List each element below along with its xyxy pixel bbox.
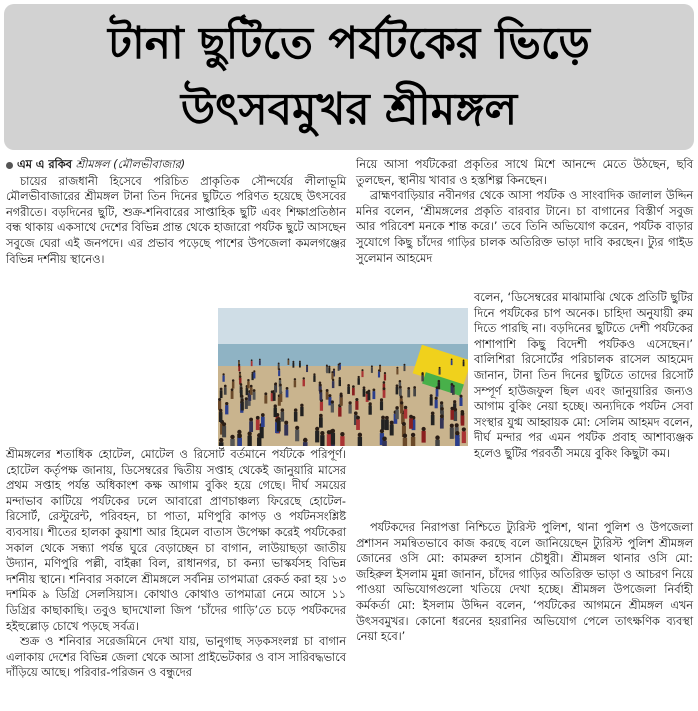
crowd-person-head <box>422 427 426 431</box>
crowd-person-head <box>279 384 282 387</box>
crowd-person-head <box>328 394 331 397</box>
crowd-person-head <box>238 364 240 366</box>
crowd-person <box>273 393 276 401</box>
article-paragraph: শ্রীমঙ্গলের শতাধিক হোটেল, মোটেল ও রিসোর্ট বর্তমানে পর্যটকে পরিপূর্ণ। হোটেল কর্তৃপক্ষ জানায়, ডিসেম্বরের দ্বিতীয় সপ্তাহ থেকেই জানুয়ারি মাসের প্রথম সপ্তাহ পর্যন্ত অধিকাংশ কক্ষ আগাম বুকিং হয়ে গেছে। দীর্ঘ সময়ের মন্দাভাব কাটিয়ে পর্যটকের ঢলে আবারো প্রাণচাঞ্চল্য ফিরেছে হোটেল-রিসোর্ট, রেস্টুরেন্ট, পরিবহন, চা পাতা, মণিপুরি কাপড় ও পর্যটনসংশ্লিষ্ট ব্যবসায়। শীতের হালকা কুয়াশা আর হিমেল বাতাস উপেক্ষা করেই পর্যটকেরা সকাল থেকে সন্ধ্যা পর্যন্ত ঘুরে বেড়াচ্ছেন চা বাগান, লাউয়াছড়া জাতীয় উদ্যান, মণিপুরি পল্লী, বাইক্কা বিল, রাধানগর, চা কন্যা ভাস্কর্যসহ বিভিন্ন দর্শনীয় স্থানে। শনিবার সকালে শ্রীমঙ্গলে সর্বনিম্ন তাপমাত্রা রেকর্ড করা হয় ১৩ দশমিক ৯ ডিগ্রি সেলসিয়াস। কোথাও কোথাও তাপমাত্রা নেমে আসে ১১ ডিগ্রির কাছাকাছি। তবুও ছাদখোলা জিপ ‘চাঁদের গাড়ি’তে চড়ে পর্যটকদের হইহুল্লোড় চোখে পড়ছে সর্বত্র। <box>6 448 346 633</box>
byline-author: এম এ রকিব <box>17 158 72 171</box>
crowd-person-head <box>396 367 398 369</box>
crowd-person <box>246 388 249 396</box>
crowd-person <box>256 419 260 430</box>
crowd-person-head <box>399 380 402 383</box>
crowd-person-head <box>224 385 227 388</box>
photo-illustration <box>218 308 468 446</box>
crowd-person-head <box>413 386 416 389</box>
crowd-person-head <box>450 424 454 428</box>
crowd-person <box>247 381 249 388</box>
crowd-person <box>451 360 453 365</box>
crowd-person <box>294 412 298 422</box>
crowd-person-head <box>286 387 289 390</box>
crowd-person <box>250 387 253 395</box>
crowd-person-head <box>455 431 459 435</box>
crowd-person-head <box>361 369 363 371</box>
article-paragraph: নিয়ে আসা পর্যটকেরা প্রকৃতির সাথে মিশে আনন্দে মেতে উঠছেন, ছবি তুলছেন, স্থানীয় খাবার ও হস্তশিল্প কিনছেন। <box>356 158 693 187</box>
crowd-person-head <box>306 365 308 367</box>
crowd-person <box>462 431 466 443</box>
crowd-person-head <box>440 415 444 419</box>
crowd-person <box>436 389 439 397</box>
crowd-person-head <box>462 427 466 431</box>
article-paragraph: শুক্র ও শনিবার সরেজমিনে দেখা যায়, ভানুগাছ সড়কসংলগ্ন চা বাগান এলাকায় দেশের বিভিন্ন জেলা থেকে আসা প্রাইভেটকার ও বাস সারিবদ্ধভাবে দাঁড়িয়ে আছে। পরিবার-পরিজন ও বন্ধুদের <box>6 635 346 680</box>
crowd-person <box>218 401 221 410</box>
crowd-person-head <box>261 413 265 417</box>
crowd-person <box>368 405 371 414</box>
crowd-person-head <box>404 406 407 409</box>
crowd-person-head <box>455 423 459 427</box>
crowd-person-head <box>295 426 299 430</box>
article-paragraph: চায়ের রাজধানী হিসেবে পরিচিত প্রাকৃতিক সৌন্দর্যের লীলাভূমি মৌলভীবাজারের শ্রীমঙ্গল টানা তিন দিনের ছুটিতে পরিণত হয়েছে উৎসবের নগরীতে। বড়দিনের ছুটি, শুক্র-শনিবারের সাপ্তাহিক ছুটি এবং শিক্ষাপ্রতিষ্ঠান বন্ধ থাকায় একসাথে দেশের বিভিন্ন প্রান্ত থেকে হাজারো পর্যটক ছুটে আসছেন সবুজে ঘেরা এই জনপদে। এর প্রভাব পড়েছে পাশের উপজেলা কমলগঞ্জের বিভিন্ন দর্শনীয় স্থানেও। <box>6 174 346 266</box>
crowd-person-head <box>363 386 366 389</box>
crowd-person-head <box>451 358 453 360</box>
crowd-person-head <box>383 387 386 390</box>
crowd-person <box>241 402 244 411</box>
crowd-person-head <box>368 402 371 405</box>
crowd-person-head <box>274 404 277 407</box>
crowd-person-head <box>239 372 241 374</box>
headline-line-1: টানা ছুটিতে পর্যটকের ভিড়ে <box>108 18 590 69</box>
crowd-person-head <box>274 383 277 386</box>
crowd-person <box>286 390 289 398</box>
crowd-person-head <box>247 379 249 381</box>
crowd-person-head <box>439 367 441 369</box>
crowd-person <box>358 437 362 446</box>
article-column-right-middle <box>474 290 693 462</box>
crowd-person <box>277 421 281 432</box>
crowd-person <box>326 366 328 372</box>
crowd-person <box>355 401 358 410</box>
crowd-person <box>450 410 453 420</box>
crowd-person <box>232 382 234 389</box>
crowd-person-head <box>379 365 381 367</box>
crowd-person-head <box>331 400 334 403</box>
crowd-person-head <box>250 385 253 388</box>
crowd-person-head <box>340 432 344 436</box>
crowd-person <box>409 418 413 429</box>
crowd-person <box>326 392 329 400</box>
crowd-person-head <box>358 376 360 378</box>
crowd-person <box>331 403 334 412</box>
crowd-person <box>238 366 240 372</box>
article-column-right-top <box>356 157 693 266</box>
crowd-person <box>382 441 387 446</box>
crowd-person <box>378 371 380 377</box>
crowd-person-head <box>396 384 399 387</box>
article-paragraph: পর্যটকদের নিরাপত্তা নিশ্চিতে ট্যুরিস্ট পুলিশ, থানা পুলিশ ও উপজেলা প্রশাসন সমন্বিতভাবে কাজ করছে বলে জানিয়েছেন ট্যুরিস্ট পুলিশ শ্রীমঙ্গল জোনের ওসি মো: কামরুল হাসান চৌধুরী। শ্রীমঙ্গল থানার ওসি মো: জহিরুল ইসলাম মুন্না জানান, চাঁদের গাড়ির অতিরিক্ত ভাড়া ও আচরণ নিয়ে পাওয়া অভিযোগগুলো খতিয়ে দেখা হচ্ছে। শ্রীমঙ্গল উপজেলা নির্বাহী কর্মকর্তা মো: ইসলাম উদ্দিন বলেন, ‘পর্যটকের আগমনে শ্রীমঙ্গল এখন উৎসবমুখর। কোনো ধরনের হয়রানির অভিযোগ পেলে তাৎক্ষণিক ব্যবস্থা নেয়া হবে।’ <box>356 521 693 644</box>
crowd-person <box>390 424 394 435</box>
crowd-person <box>339 379 341 386</box>
crowd-person-head <box>463 360 465 362</box>
crowd-person <box>319 417 323 427</box>
crowd-person-head <box>299 361 301 363</box>
crowd-person <box>303 442 308 446</box>
crowd-person <box>249 421 253 432</box>
crowd-person <box>454 411 458 421</box>
crowd-person <box>331 433 335 445</box>
crowd-person <box>340 436 344 446</box>
crowd-person <box>358 378 360 385</box>
crowd-person <box>224 387 227 395</box>
crowd-person-head <box>222 373 224 375</box>
crowd-person-head <box>240 383 243 386</box>
crowd-person-head <box>247 431 251 435</box>
crowd-person-head <box>320 431 324 435</box>
crowd-person <box>338 407 341 416</box>
crowd-person-head <box>333 369 335 371</box>
crowd-person <box>380 401 383 410</box>
crowd-person <box>251 361 253 366</box>
crowd-person-head <box>451 383 454 386</box>
crowd-person-head <box>230 435 234 439</box>
crowd-person-head <box>399 386 402 389</box>
crowd-person-head <box>232 379 234 381</box>
crowd-person-head <box>381 416 385 420</box>
crowd-person <box>331 373 333 379</box>
crowd-person <box>440 418 444 429</box>
crowd-person <box>315 431 319 443</box>
crowd-person-head <box>400 395 403 398</box>
crowd-person-head <box>354 411 358 415</box>
crowd-person <box>288 360 290 365</box>
crowd-person-head <box>380 398 383 401</box>
crowd-person-head <box>390 421 394 425</box>
crowd-person <box>413 389 416 397</box>
crowd-person <box>320 402 323 411</box>
crowd-person-head <box>402 422 406 426</box>
crowd-person-head <box>348 401 351 404</box>
crowd-person-head <box>403 434 407 438</box>
crowd-person <box>459 397 462 406</box>
crowd-person-head <box>315 427 319 431</box>
crowd-person-head <box>453 400 456 403</box>
crowd-person-head <box>430 394 433 397</box>
bullet-icon <box>6 162 13 169</box>
crowd-person-head <box>292 361 294 363</box>
crowd-person <box>319 392 322 400</box>
crowd-person-head <box>240 387 243 390</box>
crowd-person <box>245 400 248 409</box>
crowd-person-head <box>239 375 241 377</box>
crowd-person-head <box>240 395 243 398</box>
crowd-person-head <box>238 434 242 438</box>
crowd-person-head <box>378 369 380 371</box>
crowd-person <box>279 394 282 402</box>
crowd-person <box>348 404 351 413</box>
crowd-person-head <box>294 408 298 412</box>
beach-crowd-photo <box>218 308 468 446</box>
crowd-person-head <box>313 373 315 375</box>
crowd-person <box>320 435 324 446</box>
crowd-person-head <box>231 388 234 391</box>
crowd-person <box>400 404 403 413</box>
crowd-person <box>407 390 410 398</box>
crowd-person-head <box>355 398 358 401</box>
crowd-person-head <box>319 414 323 418</box>
crowd-person-head <box>284 421 288 425</box>
crowd-person-head <box>225 402 228 405</box>
crowd-person-head <box>279 378 281 380</box>
crowd-person-head <box>326 389 329 392</box>
crowd-person-head <box>278 368 280 370</box>
crowd-person-head <box>326 364 328 366</box>
crowd-person-head <box>436 386 439 389</box>
crowd-person <box>295 430 299 442</box>
crowd-person <box>361 371 363 377</box>
crowd-person <box>253 392 256 400</box>
crowd-person-head <box>459 395 462 398</box>
crowd-person-head <box>303 438 308 443</box>
article-paragraph: ব্রাহ্মণবাড়িয়ার নবীনগর থেকে আসা পর্যটক ও সাংবাদিক জালাল উদ্দিন মনির বলেন, ‘শ্রীমঙ্গলের প্রকৃতি বারবার টানে। চা বাগানের বিস্তীর্ণ সবুজ আর পরিবেশ মনকে শান্ত করে।’ তবে তিনি অভিযোগ করেন, পর্যটক বাড়ার সুযোগে কিছু চাঁদের গাড়ির চালক অতিরিক্ত ভাড়া দাবি করছেন। ট্যুর গাইড সুলেমান আহমেদ <box>356 189 693 265</box>
crowd-person-head <box>352 385 355 388</box>
crowd-person-head <box>331 371 333 373</box>
byline <box>6 157 346 173</box>
crowd-person <box>399 388 402 396</box>
crowd-person <box>450 427 454 438</box>
crowd-person <box>313 375 315 381</box>
crowd-person <box>435 400 438 409</box>
crowd-person-head <box>277 417 281 421</box>
crowd-person-head <box>249 418 253 422</box>
crowd-person <box>300 407 303 416</box>
crowd-person <box>247 436 251 446</box>
crowd-person-head <box>218 398 221 401</box>
crowd-person <box>371 367 373 373</box>
crowd-person <box>219 412 223 422</box>
crowd-person-head <box>383 381 386 384</box>
crowd-person-head <box>332 379 334 381</box>
crowd-person-head <box>347 384 350 387</box>
crowd-person-head <box>319 390 322 393</box>
crowd-person-head <box>300 404 303 407</box>
crowd-person-head <box>340 394 343 397</box>
crowd-person <box>292 362 294 367</box>
crowd-person <box>396 387 399 395</box>
crowd-person-head <box>259 359 261 361</box>
crowd-person <box>372 391 375 399</box>
crowd-person <box>352 388 355 396</box>
crowd-person-head <box>245 397 248 400</box>
crowd-person-head <box>220 388 223 391</box>
crowd-person <box>231 391 234 399</box>
crowd-person-head <box>403 364 405 366</box>
crowd-person-head <box>319 384 322 387</box>
crowd-person <box>264 395 267 403</box>
crowd-person <box>411 437 415 446</box>
crowd-person <box>421 375 423 381</box>
headline-line-2: উৎসবমুখর শ্রীমঙ্গল <box>180 84 518 135</box>
crowd-person-head <box>241 399 244 402</box>
crowd-person <box>278 370 280 376</box>
crowd-person-head <box>411 433 415 437</box>
crowd-person-head <box>382 436 387 441</box>
crowd-person <box>274 408 277 418</box>
crowd-person-head <box>281 408 285 412</box>
crowd-person-head <box>237 430 241 434</box>
crowd-person <box>403 438 407 446</box>
crowd-person-head <box>440 407 443 410</box>
article-paragraph: বলেন, ‘ডিসেম্বরের মাঝামাঝি থেকে প্রতিটি ছুটির দিনে পর্যটকের চাপ অনেক। চাহিদা অনুযায়ী রুম দিতে পারছি না। বড়দিনের ছুটিতে দেশী পর্যটকের পাশাপাশি কিছু বিদেশী পর্যটকও এসেছেন।’ বালিশিরা রিসোর্টের পরিচালক রাসেল আহমেদ জানান, টানা তিন দিনের ছুটিতে তাদের রিসোর্ট সম্পূর্ণ হাউজফুল ছিল এবং জানুয়ারির জন্যও আগাম বুকিং নেয়া হচ্ছে। অন্যদিকে পর্যটন সেবা সংস্থার যুগ্ম আহ্বায়ক মো: সেলিম আহমদ বলেন, দীর্ঘ মন্দার পর এমন পর্যটক প্রবাহ আশাব্যঞ্জক হলেও ছুটির পরবর্তী সময়ে বুকিং কিছুটা কম। <box>474 291 693 460</box>
crowd-person <box>225 405 228 414</box>
crowd-person-head <box>256 416 260 420</box>
crowd-person-head <box>409 415 413 419</box>
crowd-person-head <box>328 366 330 368</box>
crowd-person <box>396 369 398 375</box>
headline-banner <box>4 4 694 150</box>
crowd-person-head <box>407 387 410 390</box>
crowd-person <box>435 440 439 446</box>
crowd-person <box>281 412 285 422</box>
crowd-person-head <box>435 397 438 400</box>
crowd-person-head <box>219 438 224 443</box>
crowd-person-head <box>278 362 280 364</box>
crowd-person-head <box>327 430 331 434</box>
crowd-person-head <box>264 392 267 395</box>
crowd-person <box>338 365 340 370</box>
crowd-person <box>385 419 389 430</box>
crowd-person <box>259 360 261 365</box>
crowd-person-head <box>222 422 226 426</box>
byline-location: শ্রীমঙ্গল (মৌলভীবাজার) <box>75 158 186 171</box>
crowd-person <box>384 374 386 380</box>
crowd-person-head <box>435 435 439 439</box>
crowd-person <box>367 392 370 400</box>
crowd-person-head <box>461 412 465 416</box>
crowd-person-head <box>253 370 255 372</box>
crowd-person-head <box>358 433 362 437</box>
crowd-person <box>403 366 405 371</box>
crowd-person-head <box>395 406 398 409</box>
crowd-person-head <box>450 407 453 410</box>
crowd-person <box>253 372 255 378</box>
crowd-person <box>306 366 308 372</box>
crowd-person-head <box>431 412 435 416</box>
crowd-person <box>222 375 224 381</box>
crowd-person <box>451 386 454 393</box>
crowd-person <box>381 419 385 430</box>
crowd-person <box>363 389 366 397</box>
crowd-person-head <box>288 358 290 360</box>
crowd-person-head <box>384 372 386 374</box>
crowd-person-head <box>371 365 373 367</box>
crowd-person <box>404 409 407 419</box>
crowd-person <box>383 390 386 398</box>
crowd-person <box>238 438 242 446</box>
crowd-person-head <box>251 359 253 361</box>
crowd-person <box>257 437 261 446</box>
article-column-left <box>6 157 346 267</box>
crowd-person <box>431 415 435 425</box>
article-column-left-lower <box>6 447 346 681</box>
crowd-person <box>260 427 264 438</box>
crowd-person-head <box>372 388 375 391</box>
crowd-person <box>439 369 441 375</box>
crowd-person <box>220 390 223 398</box>
crowd-person <box>279 386 282 393</box>
crowd-person <box>332 381 334 388</box>
crowd-person <box>222 426 226 437</box>
crowd-person <box>219 442 224 446</box>
crowd-person-head <box>339 377 341 379</box>
crowd-person-head <box>253 389 256 392</box>
crowd-person-head <box>454 408 458 412</box>
crowd-person <box>284 424 288 435</box>
crowd-person <box>303 379 305 386</box>
crowd-person <box>347 386 350 394</box>
crowd-person <box>356 419 360 430</box>
crowd-person <box>395 409 398 419</box>
crowd-person <box>230 439 234 446</box>
crowd-person <box>422 431 426 443</box>
crowd-person <box>430 397 433 406</box>
crowd-person-head <box>438 380 441 383</box>
crowd-person-head <box>338 364 340 366</box>
crowd-person-head <box>219 409 223 413</box>
crowd-person-head <box>421 373 423 375</box>
crowd-person <box>461 415 465 425</box>
crowd-person <box>299 362 301 367</box>
crowd-person <box>274 385 277 392</box>
crowd-person <box>261 417 265 427</box>
crowd-person <box>455 435 459 446</box>
crowd-person <box>463 361 465 366</box>
crowd-person-head <box>238 360 240 362</box>
crowd-person-head <box>400 401 403 404</box>
crowd-person-head <box>385 416 389 420</box>
crowd-person <box>328 368 330 374</box>
crowd-person-head <box>331 429 335 433</box>
article-column-right-bottom <box>356 520 693 645</box>
crowd-person-head <box>440 401 443 404</box>
crowd-person <box>294 380 296 387</box>
crowd-person-head <box>303 377 305 379</box>
crowd-person-head <box>294 378 296 380</box>
crowd-person-head <box>356 416 360 420</box>
crowd-person-head <box>319 381 322 384</box>
crowd-person <box>327 434 331 446</box>
crowd-person-head <box>367 390 370 393</box>
crowd-person <box>340 397 343 406</box>
